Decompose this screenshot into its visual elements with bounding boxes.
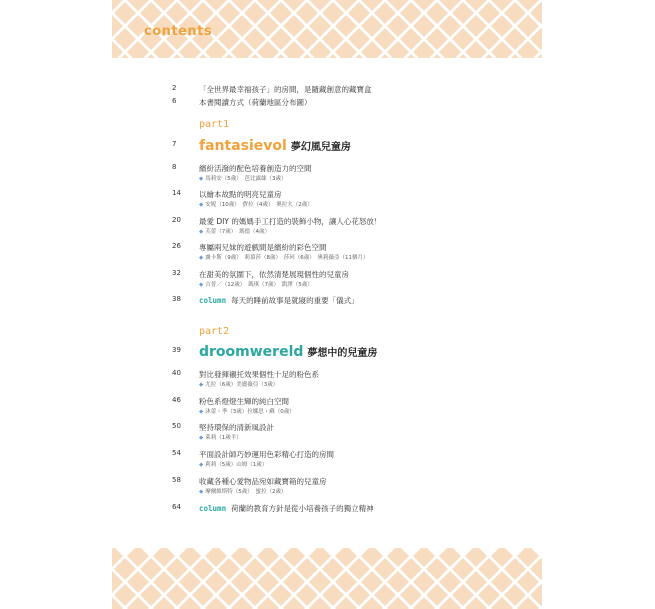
entry-title: 專屬兩兄妹的遊戲間是繽紛的彩色空間 — [199, 243, 327, 252]
entry-kids — [199, 380, 278, 388]
bullet-icon: ◆ — [199, 202, 204, 208]
contents-page — [112, 0, 542, 609]
kids-text: 安妮（10歲） 費拉（4歲） 奧拉夫（2歲） — [205, 202, 313, 208]
kids-text: 萊莉（1歲半） — [205, 435, 242, 441]
entry-kids — [199, 407, 295, 415]
entry-title: 荷蘭的教育方針是從小培養孩子的獨立精神 — [231, 504, 374, 513]
entry-title: 在甜美的氛圍下，依然清楚展現個性的兒童房 — [199, 270, 349, 279]
page-number: 14 — [172, 189, 181, 197]
kids-text: 吉普／（12歲） 瑪琪（7歲） 凱澤（5歲） — [205, 282, 313, 288]
bullet-icon: ◆ — [199, 255, 204, 261]
part1-title — [199, 135, 351, 154]
kids-text: 莉莉（5歲）山姆（1歲） — [205, 462, 268, 468]
bullet-icon: ◆ — [199, 462, 204, 468]
entry-title: 粉色系燈燈生輝的純白空間 — [199, 397, 289, 406]
page-number: 38 — [172, 295, 181, 303]
entry-kids — [199, 174, 286, 182]
part2-label: part2 — [199, 326, 230, 337]
column-entry — [199, 503, 374, 514]
part1-title-zh: 夢幻風兒童房 — [290, 142, 351, 153]
part2-title-en: droomwereld — [199, 344, 304, 360]
kids-text: 芙蕾（7歲） 瑪德（4歲） — [205, 229, 270, 235]
bullet-icon: ◆ — [199, 176, 204, 182]
entry-kids — [199, 227, 270, 235]
bullet-icon: ◆ — [199, 282, 204, 288]
page-title: contents — [144, 24, 213, 39]
page-number: 46 — [172, 396, 181, 404]
page-number: 40 — [172, 369, 181, 377]
entry-title: 繽紛活潑的配色培養創造力的空間 — [199, 164, 312, 173]
entry-title: 以繪本故點的明亮兒童房 — [199, 190, 282, 199]
page-number: 6 — [172, 97, 177, 105]
page-number: 32 — [172, 269, 181, 277]
part2-title — [199, 341, 377, 360]
entry-title: 「全世界最幸福孩子」的房間，是隨藏創意的藏寶盒 — [199, 85, 372, 94]
kids-text: 尤拉（6歲）美麗薇亞（3歲） — [205, 382, 279, 388]
entry-title: 平面設計師巧妙運用色彩精心打造的房間 — [199, 450, 334, 459]
entry-kids — [199, 460, 267, 468]
part1-title-en: fantasievol — [199, 138, 287, 154]
bullet-icon: ◆ — [199, 489, 204, 495]
entry-kids — [199, 280, 313, 288]
page-number: 20 — [172, 216, 181, 224]
entry-title: 每天的睡前故事是就寢的重要「儀式」 — [231, 296, 359, 305]
entry-title: 本書閱讀方式（荷蘭地區分布圖） — [199, 98, 312, 107]
entry-title: 對比發揮襯托效果個性十足的粉色系 — [199, 370, 319, 379]
bullet-icon: ◆ — [199, 409, 204, 415]
entry-kids — [199, 487, 286, 495]
kids-text: 摩爾維斯特（5歲） 蜜拉（2歲） — [205, 489, 287, 495]
bullet-icon: ◆ — [199, 229, 204, 235]
page-number: 64 — [172, 503, 181, 511]
column-label: column — [199, 504, 227, 513]
column-label: column — [199, 296, 227, 305]
page-number: 8 — [172, 163, 177, 171]
part2-title-zh: 夢想中的兒童房 — [307, 348, 378, 359]
entry-title: 收藏各種心愛物品宛如藏寶箱的兒童房 — [199, 477, 327, 486]
page-number: 58 — [172, 476, 181, 484]
column-entry — [199, 295, 359, 306]
kids-text: 沐蕾・季（3歲）拉娜思・蘇（0歲） — [205, 409, 295, 415]
entry-kids — [199, 200, 313, 208]
bullet-icon: ◆ — [199, 382, 204, 388]
entry-kids — [199, 253, 368, 261]
page-number: 26 — [172, 242, 181, 250]
page-number: 7 — [172, 140, 177, 148]
page-number: 2 — [172, 84, 177, 92]
page-number: 54 — [172, 449, 181, 457]
entry-title: 最愛 DIY 的媽媽手工打造的裝飾小物，讓人心花怒放！ — [199, 217, 382, 226]
bottom-diamond-band — [112, 548, 542, 609]
kids-text: 盧卡斯（9歲） 莉慕莎（8歲） 莎珂（6歲） 奧莉薇亞（11個月） — [205, 255, 369, 261]
entry-kids — [199, 433, 242, 441]
diamond-pattern-bottom — [112, 548, 542, 609]
kids-text: 馬莉安（5歲） 芭比露絲（3歲） — [205, 176, 287, 182]
page-number: 50 — [172, 422, 181, 430]
part1-label: part1 — [199, 119, 230, 130]
page-number: 39 — [172, 346, 181, 354]
entry-title: 堅持環保的清新風設計 — [199, 423, 274, 432]
bullet-icon: ◆ — [199, 435, 204, 441]
